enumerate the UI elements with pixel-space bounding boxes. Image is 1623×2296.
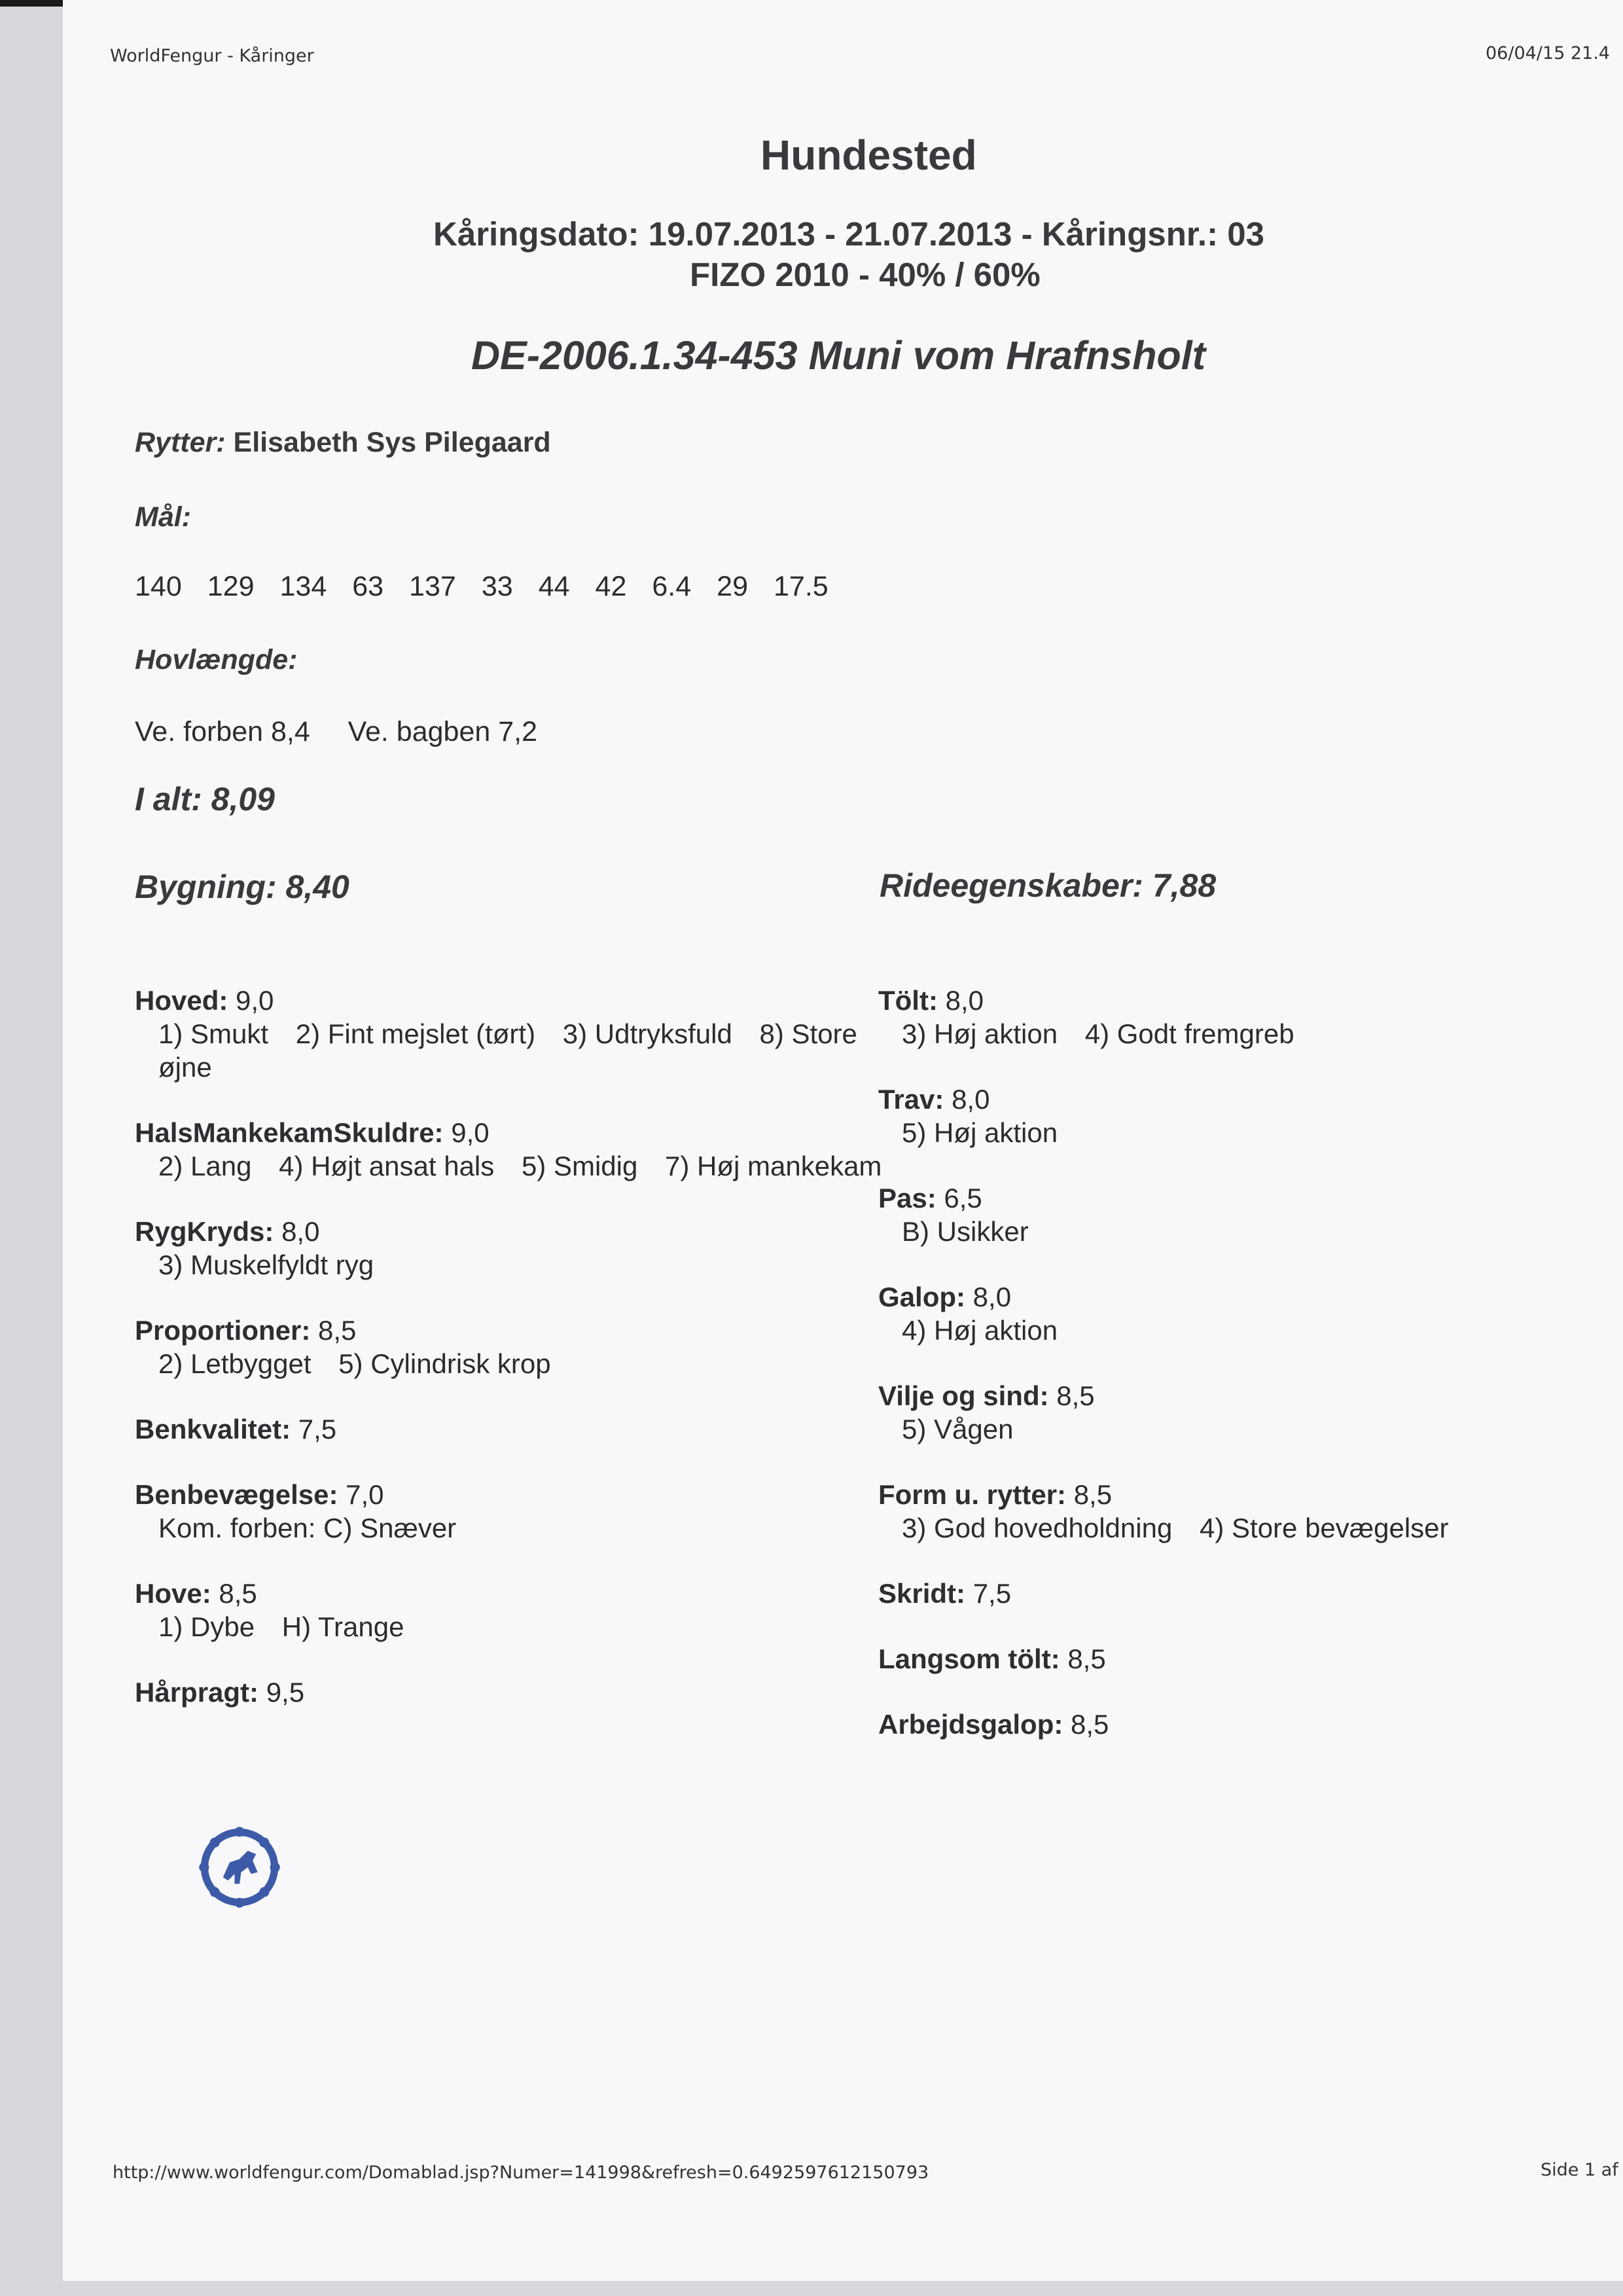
score-item-notes — [878, 1314, 1530, 1347]
score-item — [135, 1676, 920, 1709]
score-item-notes — [135, 1511, 904, 1545]
score-item — [878, 1083, 1533, 1149]
measurement-value: 6.4 — [652, 571, 692, 602]
score-item-value: 9,5 — [266, 1677, 305, 1708]
score-item — [135, 1412, 920, 1446]
measurement-value: 29 — [717, 571, 748, 602]
score-note: 5) Vågen — [902, 1414, 1014, 1444]
score-note: 2) Fint mejslet (tørt) — [295, 1018, 536, 1049]
score-item — [135, 1215, 920, 1282]
measurement-value: 33 — [481, 571, 513, 602]
score-item-name: Benkvalitet: — [135, 1414, 291, 1444]
score-item-name: HalsMankekamSkuldre: — [135, 1117, 444, 1148]
score-item-name: Hoved: — [135, 985, 228, 1016]
score-note: 4) Høj aktion — [902, 1315, 1058, 1346]
score-item-value: 9,0 — [236, 985, 274, 1016]
total-score: I alt: 8,09 — [135, 781, 275, 817]
hoof-length-values — [135, 716, 537, 748]
score-item-value: 8,5 — [1067, 1643, 1106, 1674]
score-item-name: Arbejdsgalop: — [878, 1709, 1063, 1740]
score-item-notes — [878, 1116, 1530, 1149]
score-item — [135, 1577, 920, 1643]
score-item-value: 8,5 — [1073, 1479, 1113, 1510]
document-page — [63, 0, 1623, 2281]
conformation-list — [135, 984, 920, 1741]
rider-label: Rytter: — [135, 427, 226, 458]
score-item-name: Tölt: — [878, 985, 938, 1016]
score-item-name: Skridt: — [878, 1578, 966, 1609]
measurement-value: 44 — [538, 571, 570, 602]
measurement-value: 129 — [207, 571, 255, 602]
score-note: 3) Udtryksfuld — [562, 1018, 732, 1049]
rider-name: Elisabeth Sys Pilegaard — [233, 427, 551, 458]
hoof-front: Ve. forben 8,4 — [135, 716, 310, 747]
score-note: 5) Cylindrisk krop — [338, 1348, 551, 1379]
score-note: 2) Lang — [158, 1151, 252, 1181]
score-item-value: 9,0 — [451, 1117, 490, 1148]
horse-name: DE-2006.1.34-453 Muni vom Hrafnsholt — [471, 333, 1206, 378]
score-note: B) Usikker — [902, 1216, 1029, 1247]
score-item-value: 8,0 — [281, 1216, 320, 1247]
score-note: 1) Dybe — [158, 1611, 255, 1642]
score-item — [135, 1314, 920, 1380]
score-item-value: 8,5 — [1071, 1709, 1109, 1740]
measurement-value: 42 — [595, 571, 627, 602]
score-note: 5) Høj aktion — [902, 1117, 1058, 1148]
print-footer-url: http://www.worldfengur.com/Domablad.jsp?Numer=141998&refresh=0.6492597612150793 — [113, 2162, 929, 2183]
riding-heading: Rideegenskaber: 7,88 — [880, 867, 1217, 904]
score-item — [878, 1577, 1533, 1610]
score-note: H) Trange — [281, 1611, 404, 1642]
hoof-back: Ve. bagben 7,2 — [348, 716, 537, 747]
score-item — [878, 1478, 1533, 1545]
measurement-value: 17.5 — [774, 571, 829, 602]
score-note: 4) Højt ansat hals — [279, 1151, 495, 1181]
print-header-title: WorldFengur - Kåringer — [110, 46, 314, 66]
riding-list — [878, 984, 1533, 1773]
score-note: 3) God hovedholdning — [902, 1513, 1173, 1543]
score-item-value: 7,0 — [346, 1479, 384, 1510]
score-item-value: 7,5 — [298, 1414, 337, 1444]
score-note: 3) Muskelfyldt ryg — [158, 1249, 374, 1280]
score-item-notes — [135, 1610, 904, 1643]
conformation-heading: Bygning: 8,40 — [135, 869, 349, 905]
score-note: 8) Store øjne — [158, 1018, 857, 1083]
measurement-value: 134 — [279, 571, 327, 602]
score-note: 1) Smukt — [158, 1018, 269, 1049]
score-item-notes — [878, 1412, 1530, 1446]
page-title: Hundested — [760, 132, 977, 179]
score-item-name: Proportioner: — [135, 1315, 311, 1346]
measurements-values — [135, 571, 854, 603]
score-item — [878, 1181, 1533, 1248]
score-item-name: Hove: — [135, 1578, 211, 1609]
horse-seal-icon — [198, 1826, 281, 1909]
score-item-name: Pas: — [878, 1183, 936, 1213]
score-item — [135, 1116, 920, 1183]
score-item-name: Langsom tölt: — [878, 1643, 1060, 1674]
score-item-value: 6,5 — [944, 1183, 982, 1213]
score-item — [878, 984, 1533, 1050]
score-item-name: Benbevægelse: — [135, 1479, 338, 1510]
print-footer-page: Side 1 af — [1541, 2160, 1618, 2180]
score-item — [878, 1642, 1533, 1676]
score-item-name: Galop: — [878, 1282, 965, 1312]
score-item-name: Hårpragt: — [135, 1677, 259, 1708]
score-note: 5) Smidig — [521, 1151, 638, 1181]
hoof-length-label: Hovlængde: — [135, 644, 298, 675]
score-item-notes — [135, 1149, 904, 1183]
print-header-date: 06/04/15 21.4 — [1486, 43, 1610, 63]
score-item-notes — [135, 1017, 904, 1084]
assessment-dates: Kåringsdato: 19.07.2013 - 21.07.2013 - Kåringsnr.: 03 — [433, 215, 1264, 253]
score-item — [135, 984, 920, 1084]
score-note: Kom. forben: C) Snæver — [158, 1513, 457, 1543]
measurement-value: 140 — [135, 571, 182, 602]
score-item-name: Vilje og sind: — [878, 1380, 1049, 1411]
score-item-value: 7,5 — [972, 1578, 1012, 1609]
score-item — [135, 1478, 920, 1545]
score-item-value: 8,0 — [952, 1084, 990, 1115]
score-item-notes — [135, 1248, 904, 1282]
score-note: 2) Letbygget — [158, 1348, 312, 1379]
measurement-value: 63 — [352, 571, 384, 602]
score-item-notes — [878, 1511, 1530, 1545]
rider-line — [135, 427, 551, 459]
score-item-value: 8,5 — [219, 1578, 257, 1609]
score-item-value: 8,5 — [1056, 1380, 1095, 1411]
score-note: 7) Høj mankekam — [665, 1151, 882, 1181]
score-item-notes — [135, 1347, 904, 1380]
scan-corner-mark — [0, 0, 64, 7]
score-note: 4) Godt fremgreb — [1084, 1018, 1294, 1049]
score-item-value: 8,0 — [972, 1282, 1012, 1312]
score-item-name: Form u. rytter: — [878, 1479, 1067, 1510]
score-item — [878, 1280, 1533, 1347]
measurement-value: 137 — [409, 571, 456, 602]
score-item — [878, 1708, 1533, 1741]
score-item-value: 8,5 — [318, 1315, 357, 1346]
score-note: 3) Høj aktion — [902, 1018, 1058, 1049]
score-item-name: RygKryds: — [135, 1216, 274, 1247]
score-item-value: 8,0 — [945, 985, 984, 1016]
score-note: 4) Store bevægelser — [1200, 1513, 1449, 1543]
score-item — [878, 1379, 1533, 1446]
assessment-system: FIZO 2010 - 40% / 60% — [690, 256, 1041, 293]
score-item-notes — [878, 1017, 1530, 1050]
measurements-label: Mål: — [135, 501, 191, 533]
score-item-notes — [878, 1215, 1530, 1248]
score-item-name: Trav: — [878, 1084, 944, 1115]
